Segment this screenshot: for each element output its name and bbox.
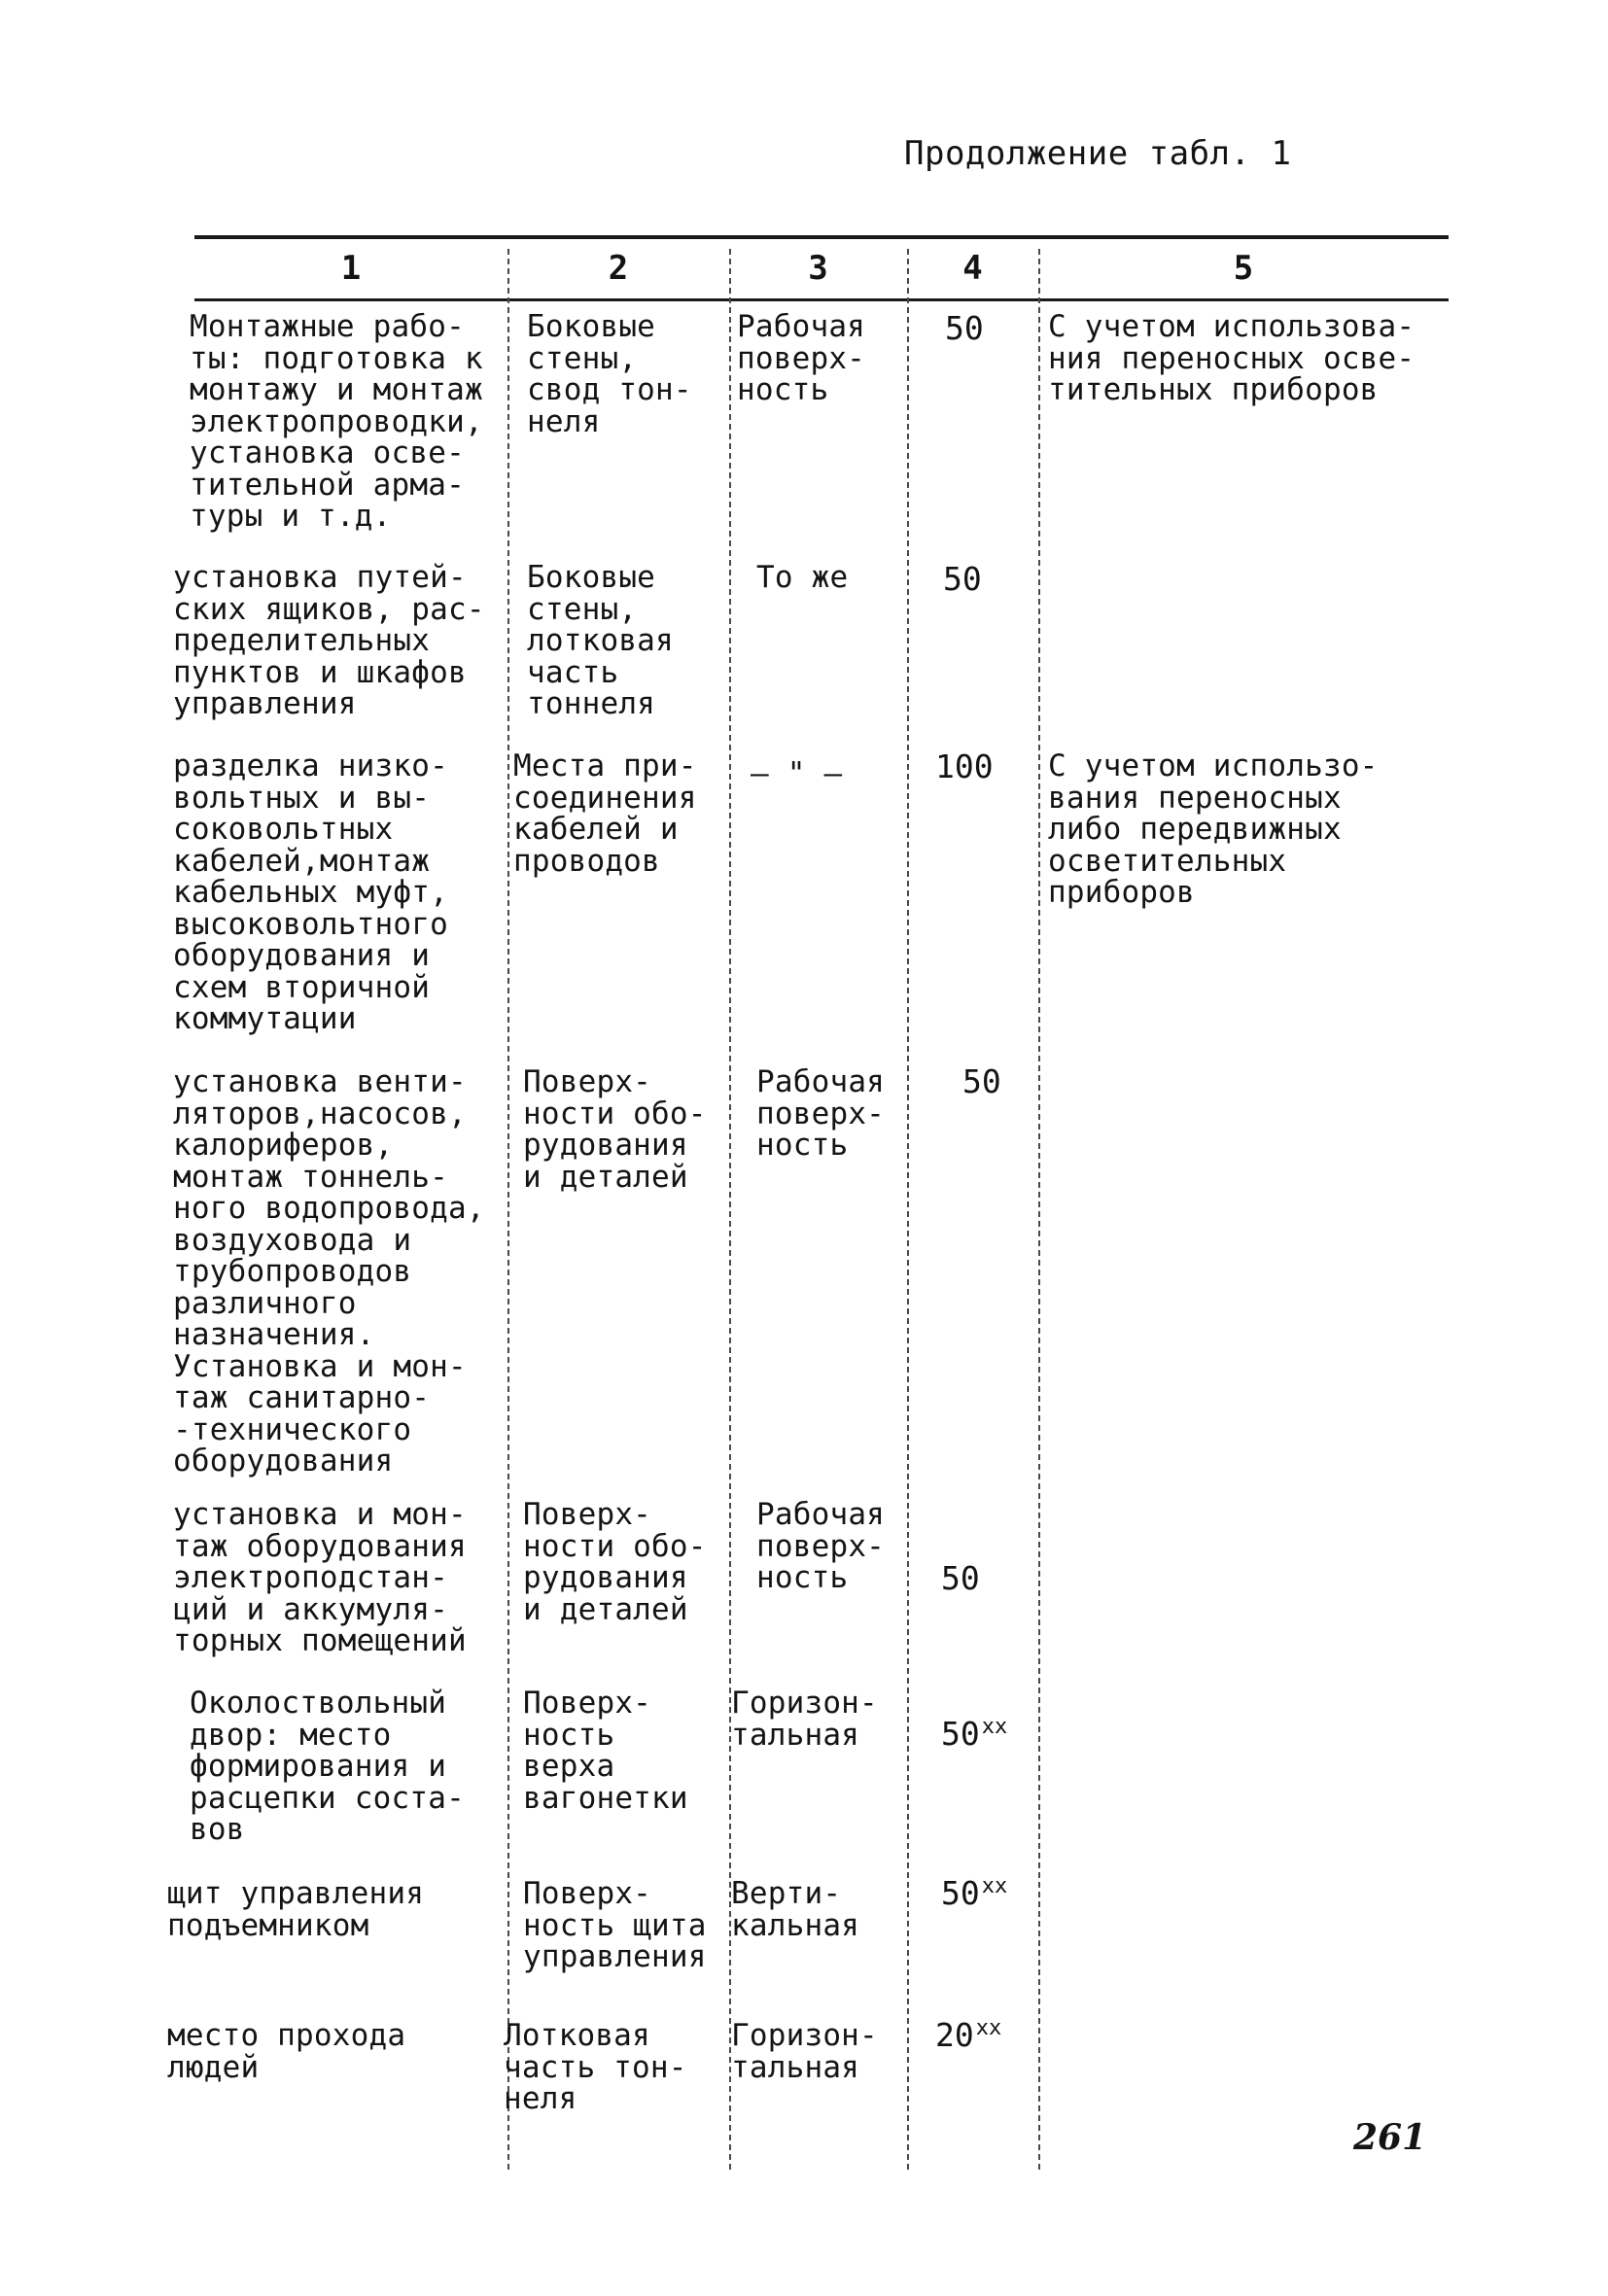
table-row-cell-note: С учетом использо- вания переносных либо передвижных осветительных приборов xyxy=(1048,748,1379,910)
table-row-cell-note: С учетом использова- ния переносных осве- тительных приборов xyxy=(1048,309,1416,407)
table-row-cell-plane: Горизон- тальная xyxy=(731,1686,878,1753)
lux-footnote-mark: хх xyxy=(975,2016,1002,2040)
lux-value: 50 xyxy=(941,1559,980,1597)
table-row-cell-plane: Рабочая поверх- ность xyxy=(737,309,866,407)
table-row-cell-lux xyxy=(941,1874,1008,1914)
table-row-cell-lux xyxy=(935,748,996,787)
table-header-rule xyxy=(194,298,1449,301)
column-divider-1 xyxy=(507,249,509,2170)
table-row-cell-plane: Верти- кальная xyxy=(731,1876,860,1943)
table-row-cell-lux xyxy=(945,309,986,349)
table-row-cell-lux xyxy=(941,1559,982,1599)
table-top-rule xyxy=(194,235,1449,239)
table-row-cell-plane: Рабочая поверх- ность xyxy=(756,1497,886,1595)
table-row-cell-work: Околоствольный двор: место формирования и расцепки соста- вов xyxy=(190,1686,465,1847)
table-row-cell-lux xyxy=(962,1062,1003,1102)
table-row-cell-surface: Поверх- ность верха вагонетки xyxy=(523,1686,688,1816)
lux-value: 100 xyxy=(935,748,994,785)
table-row-cell-surface: Боковые стены, свод тон- неля xyxy=(527,309,692,439)
column-number-2: 2 xyxy=(608,249,629,288)
table-row-cell-work: установка и мон- таж оборудования электроподстан- ций и аккумуля- торных помещений xyxy=(173,1497,467,1658)
column-divider-4 xyxy=(1038,249,1040,2170)
lux-value: 20 xyxy=(935,2016,974,2054)
table-row-cell-surface: Поверх- ность щита управления xyxy=(523,1876,707,1974)
table-row-cell-work: место прохода людей xyxy=(167,2018,406,2085)
table-row-cell-surface: Поверх- ности обо- рудования и деталей xyxy=(523,1497,707,1627)
table-row-cell-surface: Боковые стены, лотковая часть тоннеля xyxy=(527,560,674,721)
lux-value: 50 xyxy=(943,560,982,598)
table-row-cell-work: щит управления подъемником xyxy=(167,1876,425,1943)
lux-footnote-mark: хх xyxy=(981,1715,1008,1739)
table-row-cell-plane: Рабочая поверх- ность xyxy=(756,1064,886,1163)
table-row-cell-plane: Горизон- тальная xyxy=(731,2018,878,2085)
lux-value: 50 xyxy=(941,1715,980,1753)
table-row-cell-lux xyxy=(943,560,984,600)
table-row-cell-plane: — " — xyxy=(751,756,843,791)
lux-value: 50 xyxy=(941,1874,980,1912)
table-row-cell-lux xyxy=(941,1715,1008,1755)
lux-footnote-mark: хх xyxy=(981,1874,1008,1898)
table-row-cell-work: Монтажные рабо- ты: подготовка к монтажу и монтаж электропроводки, установка осве- тительной арма- туры и т.д. xyxy=(190,309,483,534)
column-number-1: 1 xyxy=(340,249,362,288)
table-row-cell-work: разделка низко- вольтных и вы- соковольтных кабелей,монтаж кабельных муфт, высоковольтного оборудования и схем вторичной коммутации xyxy=(173,748,448,1036)
table-row-cell-surface: Поверх- ности обо- рудования и деталей xyxy=(523,1064,707,1195)
page-number: 261 xyxy=(1353,2117,1427,2158)
column-number-5: 5 xyxy=(1233,249,1254,288)
table-row-cell-plane: То же xyxy=(756,560,849,595)
table-row-cell-work: установка путей- ских ящиков, рас- пределительных пунктов и шкафов управления xyxy=(173,560,485,721)
column-divider-3 xyxy=(907,249,909,2170)
table-caption: Продолжение табл. 1 xyxy=(904,134,1292,173)
column-number-3: 3 xyxy=(808,249,828,288)
table-row-cell-lux xyxy=(935,2016,1002,2056)
table-row-cell-surface: Места при- соединения кабелей и проводов xyxy=(513,748,697,879)
column-number-4: 4 xyxy=(962,249,983,288)
table-row-cell-surface: Лотковая часть тон- неля xyxy=(504,2018,687,2116)
table-row-cell-work: установка венти- ляторов,насосов, калориферов, монтаж тоннель- ного водопровода, воздуховода и трубопроводов различного назначения. Установка и мон- таж санитарно- -технического оборудования xyxy=(173,1064,485,1478)
lux-value: 50 xyxy=(945,309,984,347)
lux-value: 50 xyxy=(962,1062,1001,1100)
